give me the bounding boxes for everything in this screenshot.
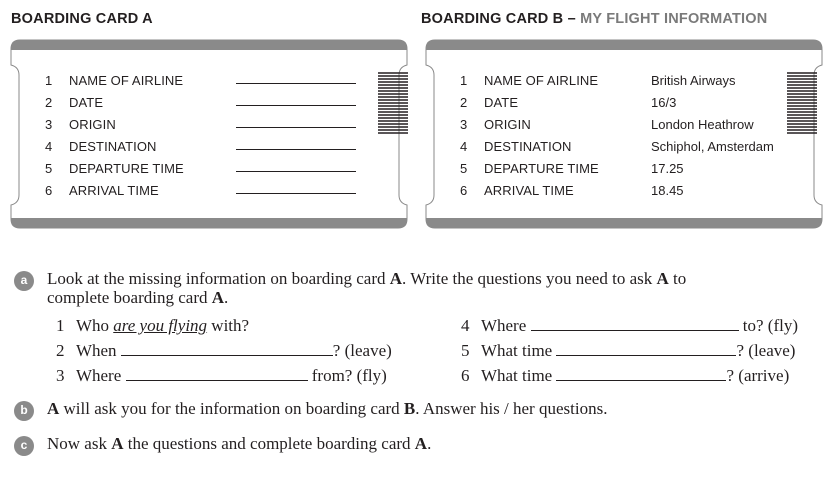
row-label: DEPARTURE TIME — [69, 161, 184, 176]
question-end: ? (leave) — [736, 341, 796, 360]
text: . — [427, 434, 432, 453]
row-number: 2 — [45, 95, 53, 110]
card-b-title — [421, 11, 767, 27]
row-value: London Heathrow — [651, 117, 754, 132]
row-label: NAME OF AIRLINE — [484, 73, 599, 88]
answer-blank[interactable] — [531, 317, 739, 331]
row-label: DATE — [484, 95, 519, 110]
question-1 — [56, 316, 249, 336]
answer-blank[interactable] — [556, 367, 726, 381]
row-value: Schiphol, Amsterdam — [651, 139, 774, 154]
question-start: Who — [75, 316, 114, 335]
row-number: 5 — [460, 161, 468, 176]
barcode-b — [787, 72, 817, 136]
boarding-card-b — [425, 39, 823, 229]
question-end: from? (fly) — [307, 366, 387, 385]
exercise-a-badge: a — [14, 271, 34, 291]
bold-text: B — [403, 399, 416, 418]
row-label: ORIGIN — [69, 117, 116, 132]
row-number: 3 — [460, 117, 468, 132]
row-label: ARRIVAL TIME — [69, 183, 159, 198]
question-number: 6 — [461, 366, 470, 385]
barcode-a-lines — [378, 72, 408, 136]
text: to — [668, 269, 687, 288]
row-value: 17.25 — [651, 161, 684, 176]
question-end: ? (leave) — [332, 341, 392, 360]
row-label: DESTINATION — [484, 139, 572, 154]
card-a-shape — [10, 39, 408, 229]
bold-text: A — [656, 269, 669, 288]
bold-text: A — [414, 434, 428, 453]
question-3 — [56, 366, 387, 386]
text: Now ask — [47, 434, 112, 453]
question-4 — [461, 316, 798, 336]
exercise-b-badge: b — [14, 401, 34, 421]
question-number: 5 — [461, 341, 470, 360]
answer-blank[interactable] — [126, 367, 308, 381]
row-label: ORIGIN — [484, 117, 531, 132]
row-number: 4 — [460, 139, 468, 154]
example-answer: are you flying — [113, 316, 208, 335]
row-number: 1 — [460, 73, 468, 88]
row-label: DESTINATION — [69, 139, 157, 154]
answer-blank[interactable] — [236, 83, 356, 84]
card-b-subtitle: MY FLIGHT INFORMATION — [580, 11, 768, 27]
answer-blank[interactable] — [236, 171, 356, 172]
text: Look at the missing information on boarding card — [47, 269, 390, 288]
exercise-c-badge: c — [14, 436, 34, 456]
row-label: NAME OF AIRLINE — [69, 73, 184, 88]
row-label: DATE — [69, 95, 104, 110]
question-end: to? (fly) — [738, 316, 798, 335]
card-b-title-dash: – — [563, 11, 581, 27]
question-end: with? — [207, 316, 250, 335]
card-a-title: BOARDING CARD A — [11, 11, 153, 27]
question-start: Where — [75, 366, 126, 385]
row-number: 5 — [45, 161, 53, 176]
row-value: British Airways — [651, 73, 736, 88]
text: complete boarding card — [47, 288, 212, 307]
question-number: 4 — [461, 316, 470, 335]
bold-text: A — [111, 434, 124, 453]
row-number: 1 — [45, 73, 53, 88]
text: . — [224, 288, 229, 307]
row-number: 2 — [460, 95, 468, 110]
row-number: 3 — [45, 117, 53, 132]
text: will ask you for the information on boarding card — [59, 399, 404, 418]
instruction-line — [47, 288, 686, 307]
question-6 — [461, 366, 789, 386]
exercise-c-instruction — [47, 434, 431, 453]
answer-blank[interactable] — [236, 105, 356, 106]
exercise-a-instruction — [47, 269, 686, 307]
card-b-shape — [425, 39, 823, 229]
question-number: 1 — [56, 316, 65, 335]
question-start: What time — [480, 366, 557, 385]
question-start: What time — [480, 341, 557, 360]
instruction-line — [47, 269, 686, 288]
row-value: 16/3 — [651, 95, 677, 110]
bold-text: A — [389, 269, 403, 288]
bold-text: A — [211, 288, 225, 307]
row-label: DEPARTURE TIME — [484, 161, 599, 176]
question-start: Where — [480, 316, 531, 335]
question-end: ? (arrive) — [726, 366, 790, 385]
text: the questions and complete boarding card — [123, 434, 415, 453]
question-number: 3 — [56, 366, 65, 385]
answer-blank[interactable] — [236, 149, 356, 150]
boarding-card-a — [10, 39, 408, 229]
row-number: 4 — [45, 139, 53, 154]
question-5 — [461, 341, 795, 361]
question-number: 2 — [56, 341, 65, 360]
answer-blank[interactable] — [121, 342, 333, 356]
barcode-a — [378, 72, 408, 136]
row-value: 18.45 — [651, 183, 684, 198]
answer-blank[interactable] — [236, 193, 356, 194]
answer-blank[interactable] — [236, 127, 356, 128]
row-label: ARRIVAL TIME — [484, 183, 574, 198]
row-number: 6 — [45, 183, 53, 198]
text: . Answer his / her questions. — [415, 399, 608, 418]
answer-blank[interactable] — [556, 342, 736, 356]
exercise-b-instruction — [47, 399, 607, 418]
row-number: 6 — [460, 183, 468, 198]
barcode-b-lines — [787, 72, 817, 136]
question-start: When — [75, 341, 121, 360]
question-2 — [56, 341, 392, 361]
bold-text: A — [47, 399, 60, 418]
text: . Write the questions you need to ask — [402, 269, 657, 288]
card-b-title-main: BOARDING CARD B — [421, 11, 564, 27]
